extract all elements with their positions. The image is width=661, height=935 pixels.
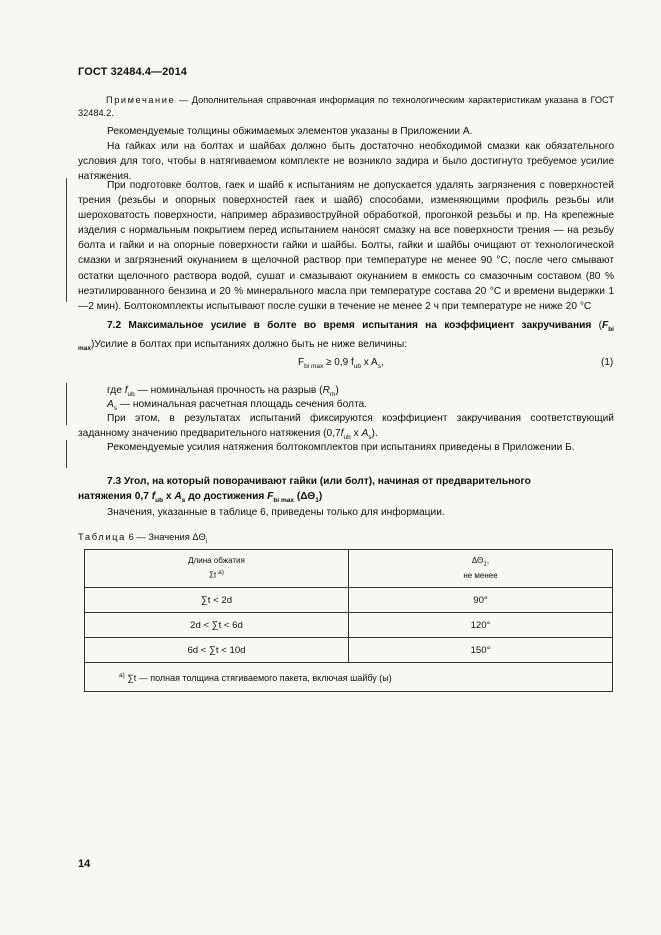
table-row [85,638,613,663]
table-header-length: Длина обжатия Σt $^{a)}$ [85,550,349,588]
paragraph-5: Рекомендуемые усилия натяжения болтокомплектов при испытаниях приведены в Приложении Б. [107,442,575,453]
page-number: 14 [78,858,91,870]
revision-bar-1 [66,178,67,302]
note-label: Примечание [106,95,176,105]
paragraph-3: При подготовке болтов, гаек и шайб к испытаниям не допускается удалять загрязнения с поверхностей трения (резьбы и опорных поверхностей гаек и шайб) способами, изменяющими профиль резьбы или шероховатость поверхности, например абразивоструйной обработкой, прогонкой резьбы и пр. На крепежные изделия с нормальным покрытием перед испытанием наносят смазку на все поверхности трения — на резьбу болта и гайки и на опорные поверхности гайки и шайбы. Болты, гайки и шайбы очищают от технологической смазки и загрязнений окунанием в щелочной раствор при температуре не менее 90 °С, после чего смывают остатки щелочного раствора водой, сушат и смазывают окунанием в емкость со смазочным составом (80 % неэтилированного бензина и 20 % минерального масла при температуре состава 20 °С и времени выдержки 1—2 мин). Болтокомплекты испытывают после сушки в течение не менее 2 ч при температуре не ниже 20 °С [78,180,614,312]
note-text: — Дополнительная справочная информация по технологическим характеристикам указана в ГОСТ 32484.2. [78,95,614,118]
table-caption: Таблица 6 — Значения $\Delta\Theta_i$ [78,531,208,545]
table-cell-angle: 150° [349,638,613,663]
table-row [85,613,613,638]
table-6 [84,549,613,692]
table-cell-length: 6d < ∑t < 10d [85,638,349,663]
formula-number: (1) [601,357,614,368]
paragraph-2: На гайках или на болтах и шайбах должно быть достаточно необходимой смазки как обязательного условия для того, чтобы в натягиваемом комплекте не возникло задира и было достигнуто требуемое усилие натяжения. [78,141,614,183]
table-cell-angle: 120° [349,613,613,638]
table-header-row [85,550,613,588]
paragraph-4: При этом, в результатах испытаний фиксируются коэффициент закручивания соответствующий заданному значению предварительного натяжения ($0,7f_{ub}$ x $A_s$). [78,413,614,442]
formula-where-line-2: $A_s$ — номинальная расчетная площадь сечения болта. [107,399,368,413]
revision-bar-3 [66,440,67,468]
table-footnote-row [85,663,613,692]
table-header-angle: $\Delta\Theta_1$, не менее [349,550,613,588]
table-cell-length: 2d < ∑t < 6d [85,613,349,638]
section-7-2-heading: 7.2 Максимальное усилие в болте во время испытания на коэффициент закручивания $(F_{bi max})Усилие$ в болтах при испытаниях должно быть не ниже величины: [78,320,614,353]
table-cell-angle: 90° [349,588,613,613]
paragraph-6: Значения, указанные в таблице 6, приведены только для информации. [107,507,445,518]
table-row [85,588,613,613]
paragraph-1: Рекомендуемые толщины обжимаемых элементов указаны в Приложении А. [107,126,473,137]
section-7-3-heading: 7.3 Угол, на который поворачивают гайки (или болт), начиная от предварительного натяжения 0,7 $f_{ub}$ x $A_s$ до достижения $F_{bi max}$ $(\Delta\Theta_1)$ [78,476,531,505]
formula-where-line-1: где $f_{ub}$ — номинальная прочность на разрыв $(R_m)$ [107,385,339,399]
table-footnote: $^{a)}$ ∑t — полная толщина стягиваемого пакета, включая шайбу (ы) [85,663,613,692]
document-header: ГОСТ 32484.4—2014 [78,66,188,78]
table-cell-length: ∑t < 2d [85,588,349,613]
revision-bar-2 [66,383,67,425]
formula-1: $F_{bi max} \ge 0,9$ $f_{ub}$ x $A_s$, [298,357,384,370]
note-paragraph [78,94,614,120]
